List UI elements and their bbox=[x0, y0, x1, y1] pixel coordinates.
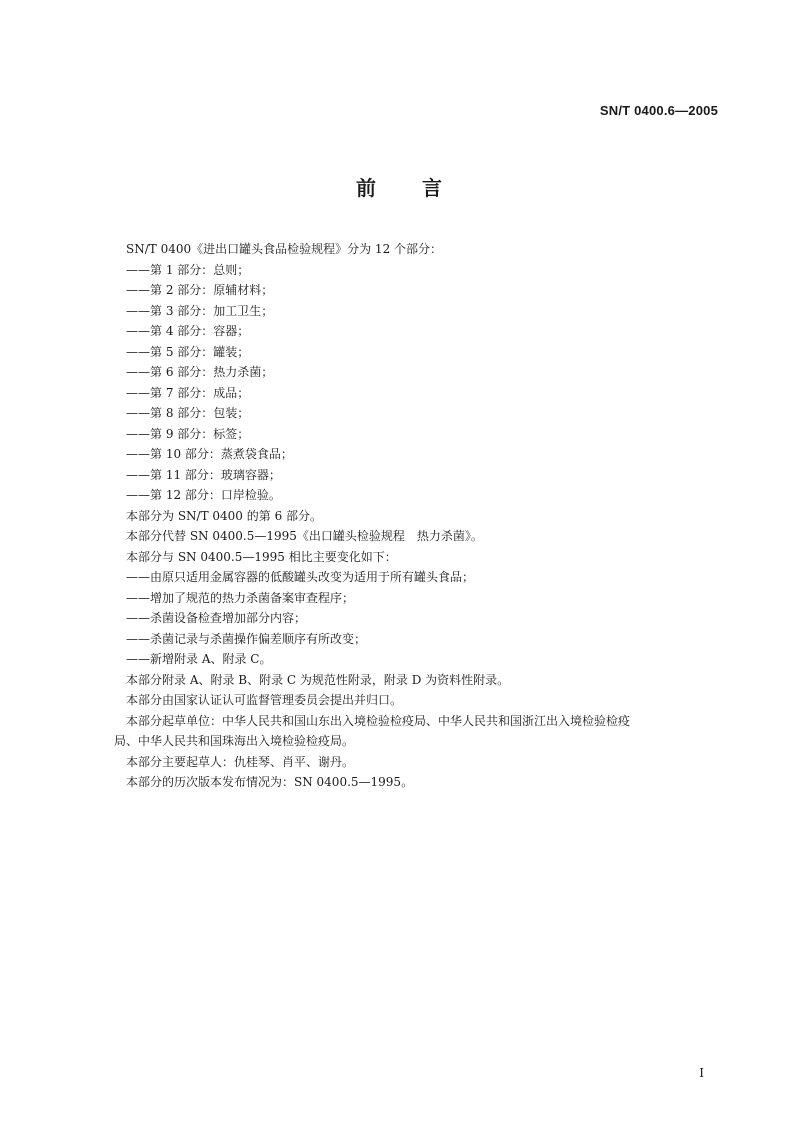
part-item-2: ——第 2 部分：原辅材料； bbox=[126, 283, 274, 297]
part-item-11: ——第 11 部分：玻璃容器； bbox=[126, 467, 281, 482]
change-item-2: ——增加了规范的热力杀菌备案审查程序； bbox=[126, 590, 355, 605]
title-char-1: 前 bbox=[356, 176, 376, 200]
change-item-4: ——杀菌记录与杀菌操作偏差顺序有所改变； bbox=[126, 631, 367, 646]
foreword-body bbox=[114, 239, 726, 793]
drafting-units-line-1: 本部分起草单位：中华人民共和国山东出入境检验检疫局、中华人民共和国浙江出入境检验检疫 bbox=[126, 713, 631, 728]
part-item-1: ——第 1 部分：总则； bbox=[126, 262, 250, 277]
change-item-5: ——新增附录 A、附录 C。 bbox=[126, 652, 272, 666]
part-item-7: ——第 7 部分：成品； bbox=[126, 385, 250, 400]
history-line: 本部分的历次版本发布情况为：SN 0400.5—1995。 bbox=[126, 775, 414, 789]
drafters-line: 本部分主要起草人：仇桂琴、肖平、谢丹。 bbox=[126, 754, 355, 769]
part-item-10: ——第 10 部分：蒸煮袋食品； bbox=[126, 447, 293, 461]
drafting-units-line-2: 局、中华人民共和国珠海出入境检验检疫局。 bbox=[114, 734, 355, 748]
section-title bbox=[0, 172, 798, 201]
page-number: I bbox=[699, 1066, 704, 1080]
title-char-2: 言 bbox=[422, 176, 442, 200]
part-item-6: ——第 6 部分：热力杀菌； bbox=[126, 365, 274, 379]
part-item-9: ——第 9 部分：标签； bbox=[126, 426, 250, 441]
annex-note-line: 本部分附录 A、附录 B、附录 C 为规范性附录，附录 D 为资料性附录。 bbox=[126, 672, 510, 687]
this-part-line: 本部分为 SN/T 0400 的第 6 部分。 bbox=[126, 508, 323, 523]
part-item-3: ——第 3 部分：加工卫生； bbox=[126, 303, 274, 318]
change-item-1: ——由原只适用金属容器的低酸罐头改变为适用于所有罐头食品； bbox=[126, 570, 475, 584]
replaces-line: 本部分代替 SN 0400.5—1995《出口罐头检验规程 热力杀菌》。 bbox=[126, 529, 483, 543]
part-item-4: ——第 4 部分：容器； bbox=[126, 324, 250, 338]
part-item-12: ——第 12 部分：口岸检验。 bbox=[126, 488, 281, 502]
intro-line: SN/T 0400《进出口罐头食品检验规程》分为 12 个部分： bbox=[126, 242, 443, 256]
proposed-by-line: 本部分由国家认证认可监督管理委员会提出并归口。 bbox=[126, 693, 403, 707]
changes-intro-line: 本部分与 SN 0400.5—1995 相比主要变化如下： bbox=[126, 549, 397, 564]
standard-number: SN/T 0400.6—2005 bbox=[599, 103, 718, 118]
change-item-3: ——杀菌设备检查增加部分内容； bbox=[126, 611, 307, 625]
part-item-8: ——第 8 部分：包装； bbox=[126, 406, 250, 420]
part-item-5: ——第 5 部分：罐装； bbox=[126, 344, 250, 359]
